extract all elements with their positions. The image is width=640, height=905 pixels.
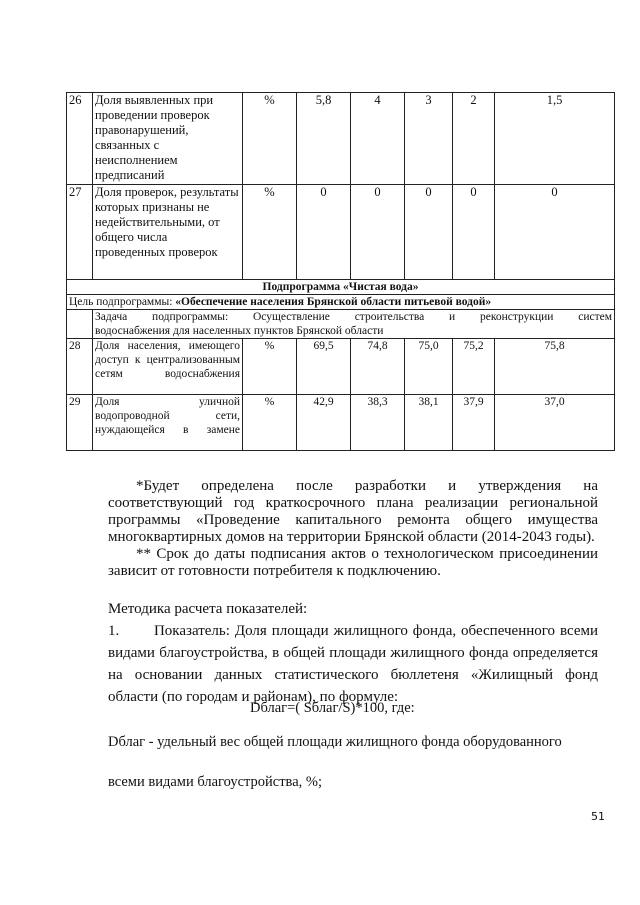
table-row	[67, 395, 615, 451]
value-cell: 3	[405, 93, 453, 185]
task-line-1: Задача подпрограммы: Осуществление строительства и реконструкции систем	[95, 311, 612, 323]
value-cell: 0	[351, 185, 405, 280]
value-cell: 75,0	[405, 339, 453, 395]
value-cell: 0	[453, 185, 495, 280]
page-number: 51	[591, 810, 605, 823]
footnote-1: *Будет определена после разработки и утверждения на соответствующий год краткосрочного плана реализации региональной программы «Проведение капитального ремонта общего имущества многоквартирных домов на территории Брянской области (2014-2043 годы).	[108, 478, 598, 545]
goal-row	[67, 295, 615, 310]
value-cell: 5,8	[297, 93, 351, 185]
subprogram-title: Подпрограмма «Чистая вода»	[67, 280, 615, 295]
value-cell: 2	[453, 93, 495, 185]
formula: Dблаг=( Sблаг/S)*100, где:	[250, 700, 415, 716]
table-row	[67, 93, 615, 185]
value-cell: 38,1	[405, 395, 453, 451]
methodology-item-1: 1. Показатель: Доля площади жилищного фонда, обеспеченного всеми видами благоустройства, в общей площади жилищного фонда определяется на основании данных статистического бюллетеня «Жилищный фонд области (по городам и районам), по формуле:	[108, 623, 598, 705]
task-row	[67, 310, 615, 339]
value-cell: 75,8	[495, 339, 615, 395]
indicators-table	[66, 92, 615, 451]
table-row	[67, 185, 615, 280]
subprogram-goal	[67, 295, 615, 310]
subprogram-task	[93, 310, 615, 339]
value-cell: 75,2	[453, 339, 495, 395]
indicator-name: Доля уличной водопроводной сети, нуждающейся в замене	[93, 395, 243, 451]
definition-line-2: всеми видами благоустройства, %;	[108, 774, 323, 790]
table-row	[67, 339, 615, 395]
value-cell: 1,5	[495, 93, 615, 185]
goal-text: «Обеспечение населения Брянской области питьевой водой»	[175, 296, 492, 308]
unit-cell: %	[243, 395, 297, 451]
value-cell: 69,5	[297, 339, 351, 395]
unit-cell: %	[243, 185, 297, 280]
value-cell: 38,3	[351, 395, 405, 451]
unit-cell: %	[243, 93, 297, 185]
footnote-2: ** Срок до даты подписания актов о технологическом присоединении зависит от готовности потребителя к подключению.	[108, 546, 598, 579]
definition-line-1: Dблаг - удельный вес общей площади жилищного фонда оборудованного	[108, 734, 562, 750]
value-cell: 0	[297, 185, 351, 280]
value-cell: 42,9	[297, 395, 351, 451]
value-cell: 37,0	[495, 395, 615, 451]
unit-cell: %	[243, 339, 297, 395]
indicator-name: Доля выявленных при проведении проверок правонарушений, связанных с неисполнением предписаний	[93, 93, 243, 185]
task-line-2: водоснабжения для населенных пунктов Брянской области	[95, 325, 384, 337]
methodology-heading: Методика расчета показателей:	[108, 601, 308, 617]
methodology-section	[108, 598, 598, 708]
goal-prefix: Цель подпрограммы:	[69, 296, 176, 308]
value-cell: 0	[405, 185, 453, 280]
row-number: 27	[67, 185, 93, 280]
footnotes	[108, 478, 598, 580]
value-cell: 0	[495, 185, 615, 280]
row-number: 26	[67, 93, 93, 185]
subprogram-title-row	[67, 280, 615, 295]
row-number: 29	[67, 395, 93, 451]
value-cell: 74,8	[351, 339, 405, 395]
row-number: 28	[67, 339, 93, 395]
indicator-name: Доля проверок, результаты которых признаны не недействительными, от общего числа проведенных проверок	[93, 185, 243, 280]
value-cell: 37,9	[453, 395, 495, 451]
indicator-name: Доля населения, имеющего доступ к централизованным сетям водоснабжения	[93, 339, 243, 395]
value-cell: 4	[351, 93, 405, 185]
